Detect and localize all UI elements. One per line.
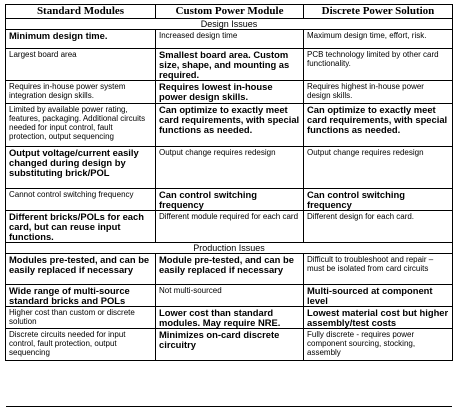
table-row (6, 81, 453, 104)
section-row (6, 19, 453, 30)
cell-standard: Requires in-house power system integration design skills. (6, 81, 156, 104)
cell-custom: Output change requires redesign (156, 147, 304, 189)
table-row (6, 307, 453, 329)
header-standard-modules: Standard Modules (6, 5, 156, 19)
cell-custom: Smallest board area. Custom size, shape, and mounting as required. (156, 49, 304, 81)
table-row (6, 285, 453, 307)
header-discrete-power-solution: Discrete Power Solution (304, 5, 453, 19)
cell-discrete: Requires highest in-house power design skills. (304, 81, 453, 104)
comparison-table (5, 4, 453, 361)
divider-line (6, 406, 452, 407)
cell-standard: Higher cost than custom or discrete solution (6, 307, 156, 329)
table-row (6, 329, 453, 361)
cell-standard: Discrete circuits needed for input control, fault protection, output sequencing (6, 329, 156, 361)
cell-discrete: Difficult to troubleshoot and repair – must be isolated from card circuits (304, 254, 453, 285)
cell-discrete: Can optimize to exactly meet card requirements, with special functions as needed. (304, 104, 453, 147)
cell-discrete: PCB technology limited by other card functionality. (304, 49, 453, 81)
table-row (6, 104, 453, 147)
cell-standard: Cannot control switching frequency (6, 189, 156, 211)
cell-discrete: Lowest material cost but higher assembly/test costs (304, 307, 453, 329)
table-row (6, 30, 453, 49)
cell-discrete: Maximum design time, effort, risk. (304, 30, 453, 49)
cell-custom: Minimizes on-card discrete circuitry (156, 329, 304, 361)
cell-custom: Can control switching frequency (156, 189, 304, 211)
cell-standard: Minimum design time. (6, 30, 156, 49)
cell-custom: Increased design time (156, 30, 304, 49)
cell-custom: Can optimize to exactly meet card requirements, with special functions as needed. (156, 104, 304, 147)
cell-custom: Requires lowest in-house power design skills. (156, 81, 304, 104)
cell-discrete: Different design for each card. (304, 211, 453, 243)
section-row (6, 243, 453, 254)
table-row (6, 254, 453, 285)
table-row (6, 189, 453, 211)
cell-standard: Modules pre-tested, and can be easily replaced if necessary (6, 254, 156, 285)
cell-custom: Module pre-tested, and can be easily replaced if necessary (156, 254, 304, 285)
cell-standard: Largest board area (6, 49, 156, 81)
table-row (6, 49, 453, 81)
cell-standard: Wide range of multi-source standard bricks and POLs (6, 285, 156, 307)
cell-standard: Output voltage/current easily changed during design by substituting brick/POL (6, 147, 156, 189)
section-production-issues: Production Issues (6, 243, 453, 254)
cell-discrete: Multi-sourced at component level (304, 285, 453, 307)
cell-custom: Not multi-sourced (156, 285, 304, 307)
section-design-issues: Design Issues (6, 19, 453, 30)
cell-custom: Lower cost than standard modules. May require NRE. (156, 307, 304, 329)
table-row (6, 211, 453, 243)
header-custom-power-module: Custom Power Module (156, 5, 304, 19)
cell-discrete: Output change requires redesign (304, 147, 453, 189)
table-row (6, 147, 453, 189)
cell-standard: Limited by available power rating, features, packaging. Additional circuits needed for input control, fault protection, output sequencing (6, 104, 156, 147)
header-row (6, 5, 453, 19)
cell-discrete: Can control switching frequency (304, 189, 453, 211)
table-body (6, 19, 453, 361)
cell-custom: Different module required for each card (156, 211, 304, 243)
cell-discrete: Fully discrete - requires power component sourcing, stocking, assembly (304, 329, 453, 361)
cell-standard: Different bricks/POLs for each card, but can reuse input functions. (6, 211, 156, 243)
